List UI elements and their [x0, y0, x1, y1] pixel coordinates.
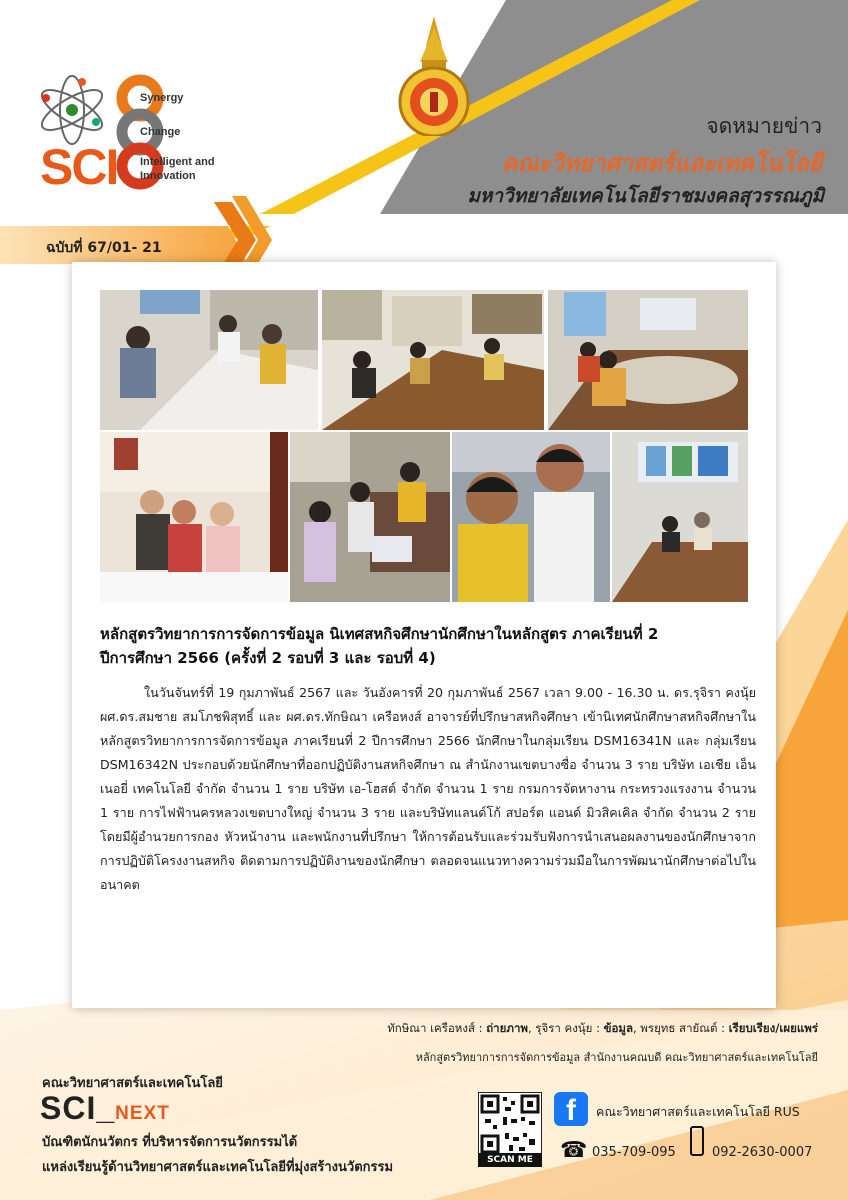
sci-next-main: SCI_ — [40, 1090, 116, 1126]
photo-students — [452, 432, 610, 602]
logo-word-intelligent: Intelligent and — [140, 156, 215, 168]
headline-line-2: ปีการศึกษา 2566 (ครั้งที่ 2 รอบที่ 3 และ รอบที่ 4) — [100, 649, 436, 667]
mobile-phone-icon — [690, 1126, 704, 1156]
faculty-title: คณะวิทยาศาสตร์และเทคโนโลยี — [501, 151, 822, 177]
logo-word-synergy: Synergy — [140, 92, 184, 104]
photo-meeting-1 — [100, 290, 318, 430]
logo-word-innovation: Innovation — [140, 170, 196, 182]
telephone-icon: ☎ — [560, 1138, 588, 1163]
footer-faculty: คณะวิทยาศาสตร์และเทคโนโลยี — [42, 1076, 223, 1091]
credit-edit-role: เรียบเรียง/เผยแพร่ — [728, 1021, 818, 1035]
university-name: มหาวิทยาลัยเทคโนโลยีราชมงคลสุวรรณภูมิ — [467, 185, 824, 207]
qr-code-icon — [479, 1093, 541, 1155]
mobile-number: 092-2630-0007 — [712, 1145, 813, 1160]
article-body — [100, 681, 756, 897]
article-headline — [100, 622, 760, 670]
footer-tagline-1: บัณฑิตนักนวัตกร ที่บริหารจัดการนวัตกรรมได้ — [42, 1135, 298, 1150]
photo-meeting-2 — [322, 290, 544, 430]
photo-credits — [387, 1020, 818, 1038]
sci-next-logo — [40, 1090, 170, 1127]
photo-supervisors — [100, 432, 288, 602]
photo-presentation — [290, 432, 450, 602]
logo-word-change: Change — [140, 126, 181, 138]
issue-number: ฉบับที่ 67/01- 21 — [46, 240, 162, 256]
facebook-page-link[interactable]: คณะวิทยาศาสตร์และเทคโนโลยี RUS — [596, 1104, 800, 1119]
credit-data-name: , รุจิรา คงนุ้ย : — [527, 1021, 604, 1035]
newsletter-label: จดหมายข่าว — [706, 114, 822, 138]
credit-data-role: ข้อมูล — [603, 1021, 633, 1035]
headline-line-1: หลักสูตรวิทยาการการจัดการข้อมูล นิเทศสหกิจศึกษานักศึกษาในหลักสูตร ภาคเรียนที่ 2 — [100, 625, 659, 643]
qr-code[interactable] — [478, 1092, 542, 1156]
scan-me-label: SCAN ME — [478, 1153, 542, 1167]
phone-number: 035-709-095 — [592, 1145, 676, 1160]
credit-photo-name: ทักษิณา เครือหงส์ : — [387, 1021, 487, 1035]
facebook-icon[interactable]: f — [554, 1092, 588, 1126]
photo-meeting-3 — [548, 290, 748, 430]
university-crest-icon — [396, 16, 472, 136]
credit-edit-name: , พรยุทธ สายัณต์ : — [633, 1021, 729, 1035]
photo-office — [612, 432, 748, 602]
footer-tagline-2: แหล่งเรียนรู้ด้านวิทยาศาสตร์และเทคโนโลยีที่มุ่งสร้างนวัตกรรม — [42, 1160, 394, 1175]
sci-logo-text: SCI — [40, 139, 118, 195]
article-body-text: ในวันจันทร์ที่ 19 กุมภาพันธ์ 2567 และ วันอังคารที่ 20 กุมภาพันธ์ 2567 เวลา 9.00 - 16.30 น. ดร.รุจิรา คงนุ้ย ผศ.ดร.สมชาย สมโภชพิสุทธิ์ และ ผศ.ดร.ทักษิณา เครือหงส์ อาจารย์ที่ปรึกษาสหกิจศึกษา เข้านิเทศนักศึกษาสหกิจศึกษาในหลักสูตรวิทยาการการจัดการข้อมูล ภาคเรียนที่ 2 ปีการศึกษา 2566 นักศึกษาในกลุ่มเรียน DSM16341N และ กลุ่มเรียน DSM16342N ประกอบด้วยนักศึกษาที่ออกปฏิบัติงานสหกิจศึกษา ณ สำนักงานเขตบางซื่อ จำนวน 3 ราย บริษัท เอเชีย เอ็นเนอยี่ เทคโนโลยี จำกัด จำนวน 1 ราย บริษัท เอ-โฮสต์ จำกัด จำนวน 1 ราย กรมการจัดหางาน กระทรวงแรงงาน จำนวน 1 ราย การไฟฟ้านครหลวงเขตบางใหญ่ จำนวน 3 ราย และบริษัทแลนด์โก้ สปอร์ต แอนด์ มิวสิคเคิล จำกัด จำนวน 2 ราย โดยมีผู้อำนวยการกอง หัวหน้างาน และพนักงานที่ปรึกษา ให้การต้อนรับและร่วมรับฟังการนำเสนอผลงานของนักศึกษาจากการปฏิบัติโครงงานสหกิจ ติดตามการปฏิบัติงานของนักศึกษา ตลอดจนแนวทางความร่วมมือในการพัฒนานักศึกษาต่อไปในอนาคต — [100, 685, 756, 892]
credit-photo-role: ถ่ายภาพ — [486, 1021, 528, 1035]
credit-units: หลักสูตรวิทยาการการจัดการข้อมูล สำนักงานคณบดี คณะวิทยาศาสตร์และเทคโนโลยี — [415, 1051, 818, 1064]
sci-next-accent: NEXT — [115, 1103, 170, 1124]
